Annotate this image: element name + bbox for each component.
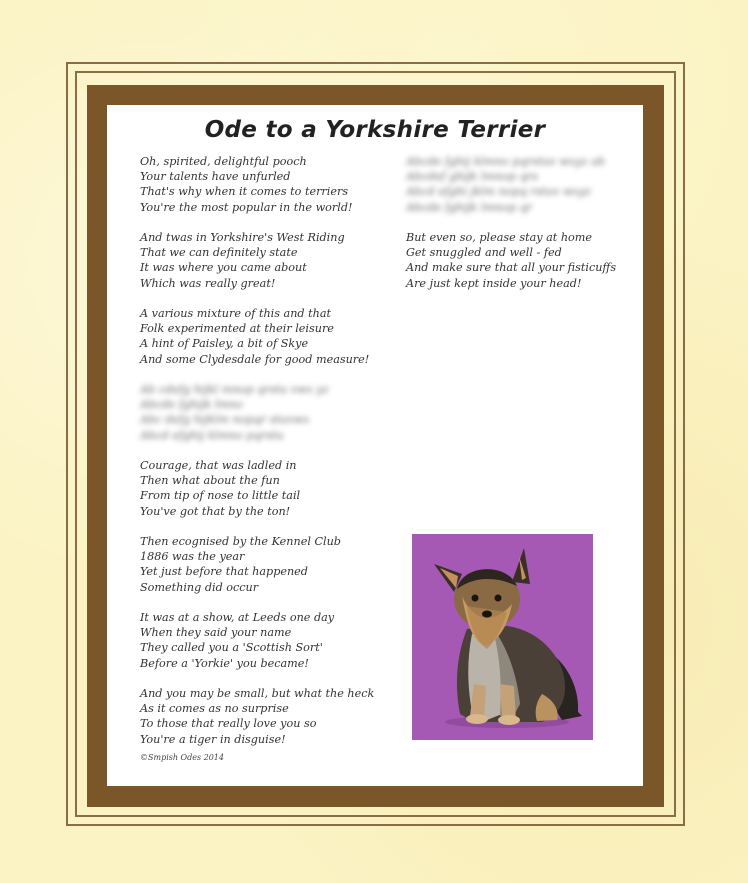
stanza — [140, 306, 380, 367]
poem-line: Courage, that was ladled in — [140, 459, 297, 472]
poem-line: And make sure that all your fisticuffs — [406, 261, 617, 275]
poem-line: 1886 was the year — [140, 550, 245, 564]
poem-line: You're a tiger in disguise! — [140, 732, 286, 746]
poem-line: Then ecognised by the Kennel Club — [140, 535, 341, 548]
poem-line: That we can definitely state — [140, 246, 298, 260]
blurred-stanza: Ab cdefg hijkl mnop qrstu vwx yz Abcde fghijk lmno Abc defg hijklm nopqr stuvwx Abcd efghij klmno pqrstu — [140, 383, 329, 442]
poem-line: Then what about the fun — [140, 474, 280, 488]
poem-line: A various mixture of this and that — [140, 307, 331, 320]
stanza — [140, 458, 380, 519]
poem-line: Something did occur — [140, 580, 259, 594]
poem-line: As it comes as no surprise — [140, 702, 289, 716]
stanza — [406, 230, 636, 291]
left-column — [140, 154, 380, 762]
poem-line: They called you a 'Scottish Sort' — [140, 641, 323, 655]
right-column — [406, 154, 636, 306]
poem-line: Folk experimented at their leisure — [140, 322, 334, 336]
poem-line: And you may be small, but what the heck — [140, 687, 375, 700]
copyright-notice: ©Smpish Odes 2014 — [140, 753, 224, 762]
poem-title: Ode to a Yorkshire Terrier — [204, 117, 546, 143]
poem-line: Oh, spirited, delightful pooch — [140, 155, 307, 168]
poem-line: It was where you came about — [140, 261, 307, 275]
poem-line: Before a 'Yorkie' you became! — [140, 656, 309, 670]
poem-sheet — [107, 105, 643, 786]
yorkshire-terrier-photo — [412, 534, 593, 740]
stanza — [140, 534, 380, 595]
poem-line: You've got that by the ton! — [140, 504, 291, 518]
poem-line: A hint of Paisley, a bit of Skye — [140, 337, 309, 351]
poem-line: Your talents have unfurled — [140, 170, 291, 184]
poem-line: That's why when it comes to terriers — [140, 185, 349, 199]
poem-line: To those that really love you so — [140, 717, 317, 731]
poem-line: But even so, please stay at home — [406, 231, 593, 244]
poem-line: And some Clydesdale for good measure! — [140, 352, 370, 366]
stanza — [140, 230, 380, 291]
poem-line: Are just kept inside your head! — [406, 276, 582, 290]
poem-line: When they said your name — [140, 626, 292, 640]
dog-illustration — [412, 534, 593, 740]
poem-line: From tip of nose to little tail — [140, 489, 301, 503]
stanza — [140, 686, 380, 747]
stanza — [140, 610, 380, 671]
poem-line: It was at a show, at Leeds one day — [140, 611, 335, 624]
poem-line: Get snuggled and well - fed — [406, 246, 562, 260]
poem-line: Yet just before that happened — [140, 565, 308, 579]
poem-line: And twas in Yorkshire's West Riding — [140, 231, 345, 244]
stanza — [140, 154, 380, 215]
poem-line: You're the most popular in the world! — [140, 200, 353, 214]
blurred-stanza: Abcde fghij klmno pqrstuv wxyz ab Abcdef ghijk lmnop qrs Abcd efghi jklm nopq rstuv wxyz Abcde fghijk lmnop qr — [406, 155, 605, 214]
poem-line: Which was really great! — [140, 276, 276, 290]
